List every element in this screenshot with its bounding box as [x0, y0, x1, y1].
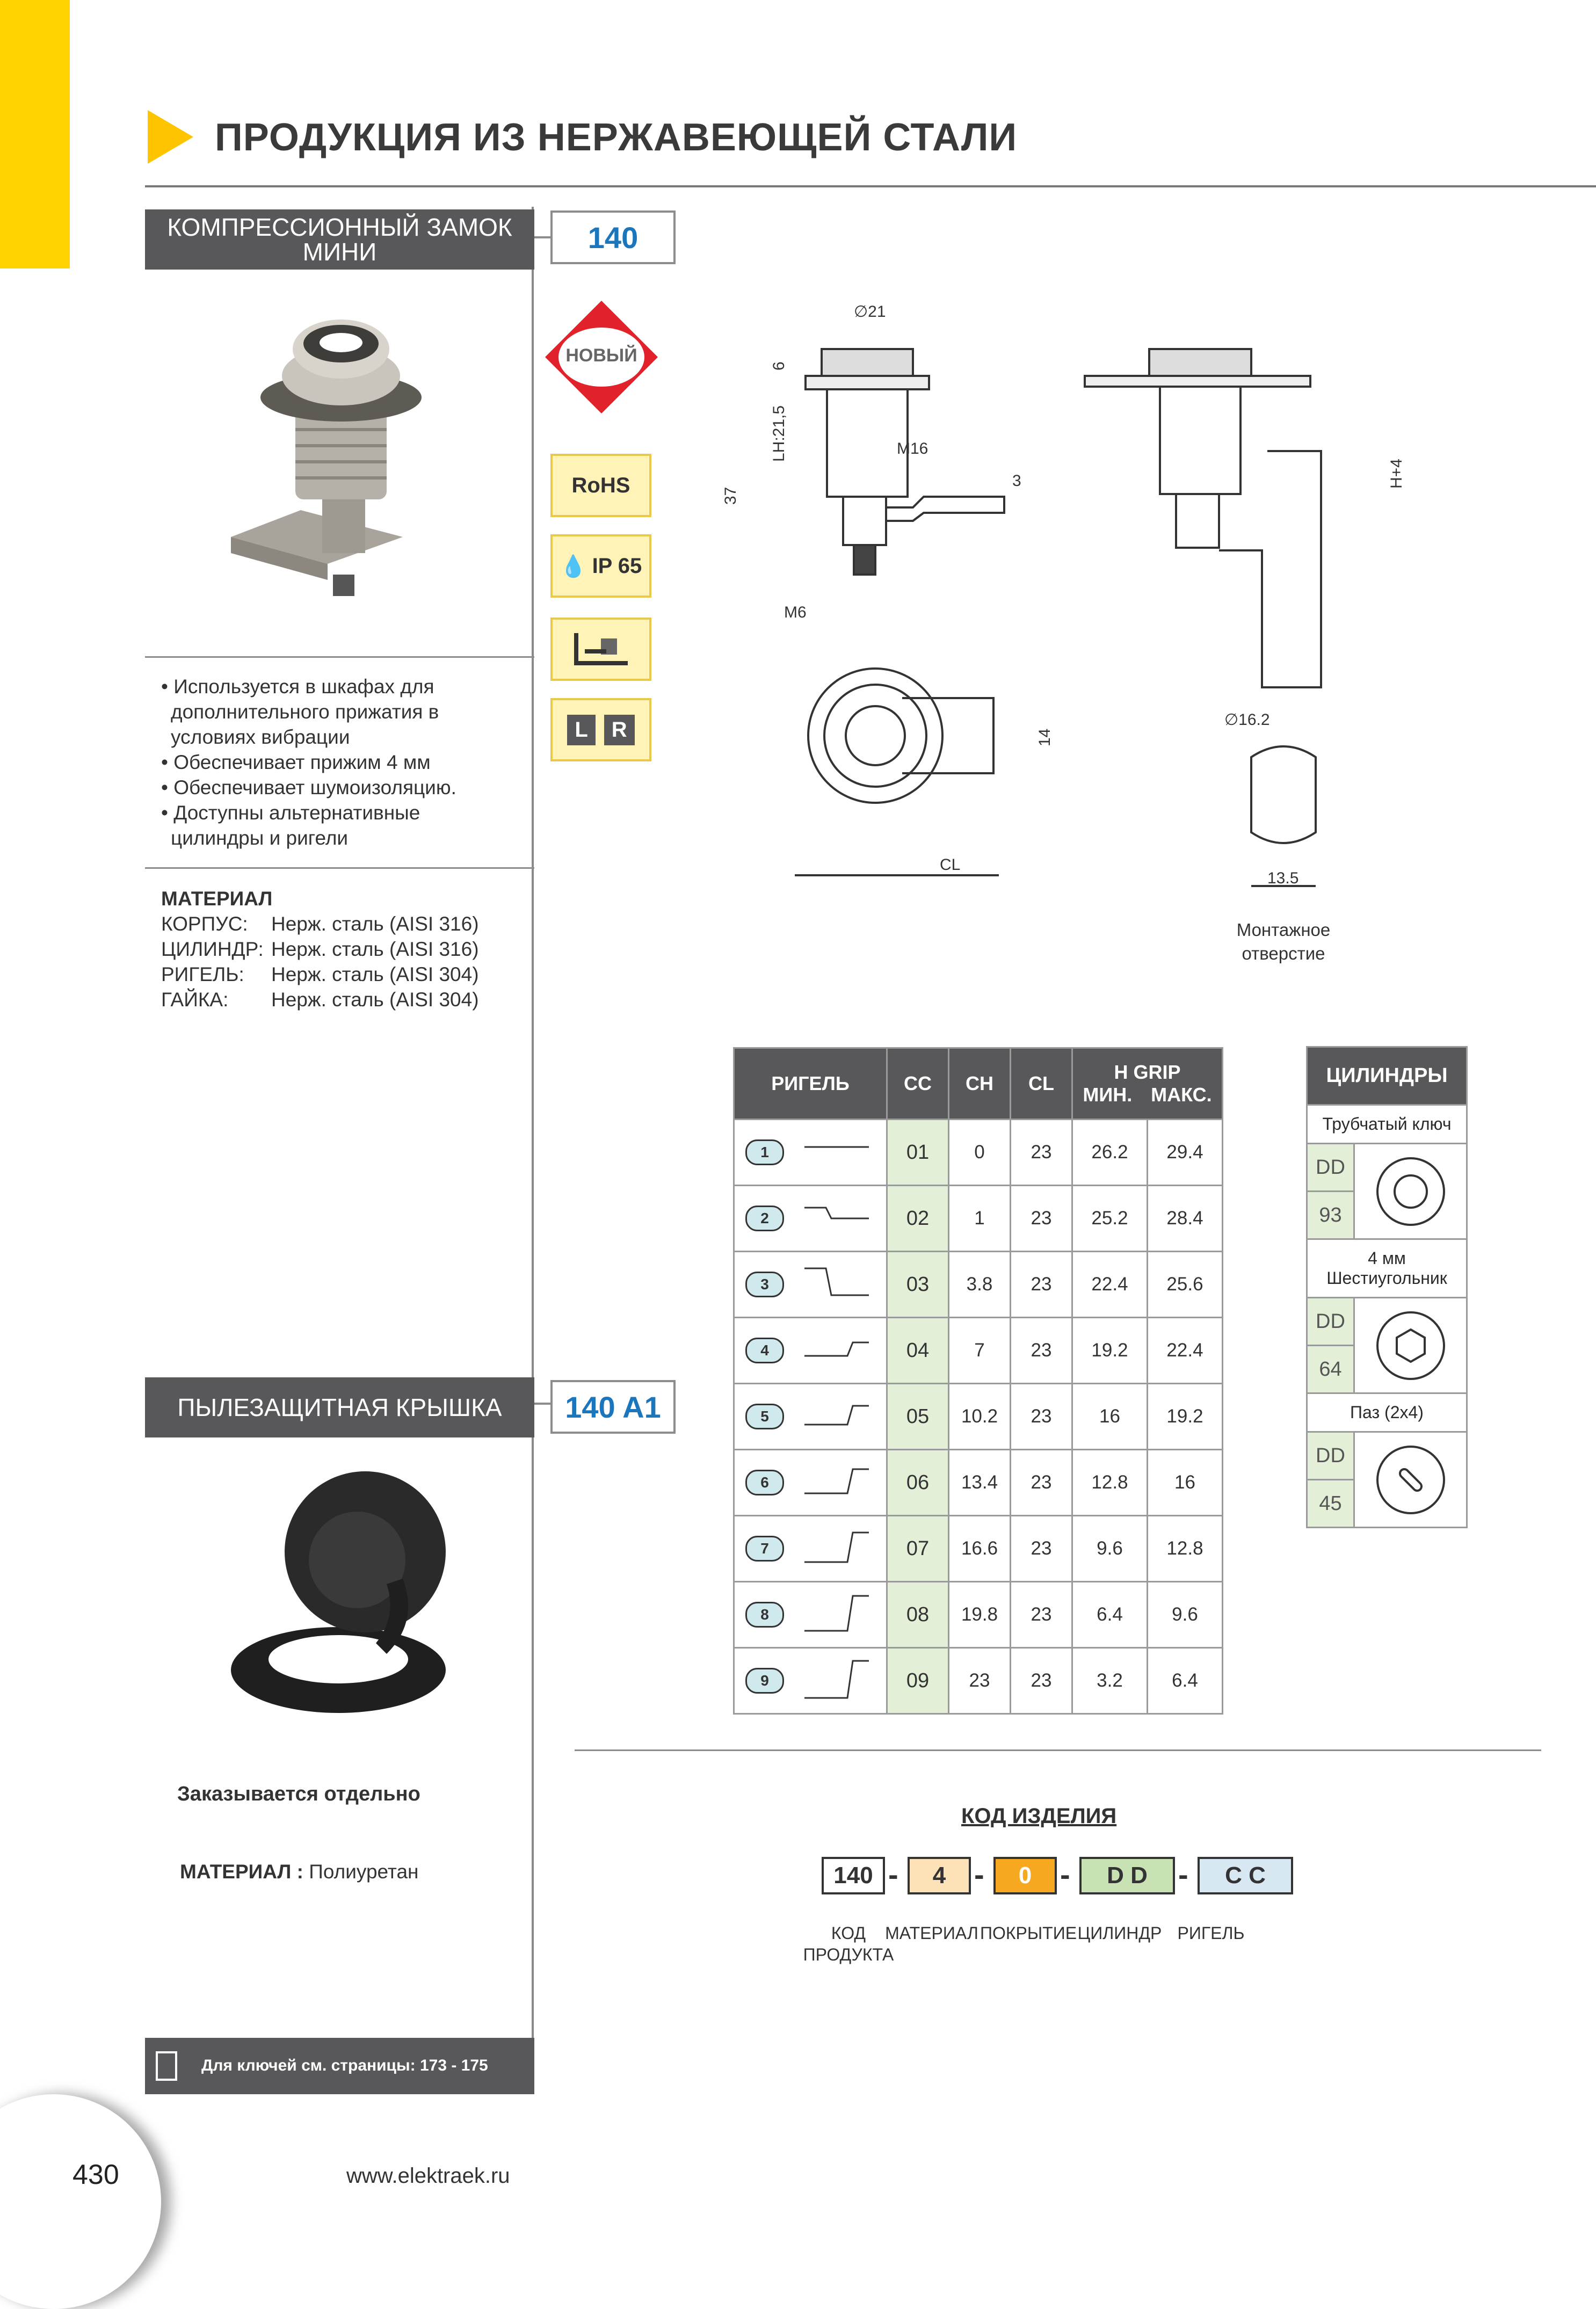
material-title: МАТЕРИАЛ [161, 888, 273, 910]
document-icon [156, 2051, 177, 2081]
mount-hole-label: Монтажное отверстие [1236, 920, 1331, 963]
feature-line: дополнительного прижатия в [171, 701, 439, 723]
feature-line: условиях вибрации [171, 726, 350, 748]
cylinder-code: 93 [1319, 1203, 1342, 1226]
rohs-label: RoHS [571, 473, 630, 497]
code-segment: C C [1198, 1857, 1293, 1894]
rig-min: 25.2 [1072, 1186, 1148, 1252]
technical-drawing-side [720, 301, 1020, 634]
cylinder-face-icon [1373, 1154, 1448, 1229]
rig-number: 6 [745, 1470, 784, 1495]
rig-shape-icon [794, 1527, 880, 1570]
material-row: РИГЕЛЬ: Нерж. сталь (AISI 304) [161, 963, 479, 985]
rig-max: 9.6 [1147, 1582, 1222, 1648]
rig-ch: 1 [949, 1186, 1011, 1252]
rig-max: 29.4 [1147, 1120, 1222, 1186]
rig-cl: 23 [1011, 1120, 1072, 1186]
dim-14: 14 [1036, 728, 1054, 746]
code-segment: 0 [993, 1857, 1057, 1894]
new-badge-label: НОВЫЙ [565, 345, 637, 366]
rig-row [734, 1450, 1223, 1516]
feature-line: • Доступны альтернативные [161, 802, 420, 824]
mounting-hole-drawing [1214, 703, 1353, 907]
code-dash: - [1060, 1857, 1070, 1891]
title-arrow-icon [148, 110, 193, 164]
rig-cell [734, 1186, 887, 1252]
rig-min: 22.4 [1072, 1252, 1148, 1318]
rig-ch: 16.6 [949, 1516, 1011, 1582]
rig-number: 9 [745, 1668, 784, 1694]
th-ch: CH [949, 1048, 1011, 1120]
rig-ch: 13.4 [949, 1450, 1011, 1516]
rig-max: 22.4 [1147, 1318, 1222, 1384]
ip65-badge [550, 534, 651, 598]
rig-cl: 23 [1011, 1450, 1072, 1516]
rig-min: 26.2 [1072, 1120, 1148, 1186]
product-code: 140 [587, 220, 639, 255]
rig-number: 1 [745, 1139, 784, 1165]
rig-cc: 08 [887, 1582, 949, 1648]
lr-badge [550, 698, 651, 761]
technical-drawing-grip [1085, 338, 1418, 703]
accessory-code: 140 A1 [565, 1390, 661, 1424]
rig-cell [734, 1252, 887, 1318]
rig-max: 19.2 [1147, 1384, 1222, 1450]
rig-max: 16 [1147, 1450, 1222, 1516]
rig-cell [734, 1516, 887, 1582]
rig-shape-icon [794, 1197, 880, 1240]
rig-cl: 23 [1011, 1648, 1072, 1714]
rig-row [734, 1120, 1223, 1186]
feature-line: • Обеспечивает шумоизоляцию. [161, 776, 456, 798]
dim-h4: H+4 [1388, 459, 1405, 489]
technical-drawing-front [795, 666, 1096, 902]
cylinder-dd: DD [1308, 1144, 1353, 1192]
rig-cc: 06 [887, 1450, 949, 1516]
cylinder-code: 64 [1319, 1357, 1342, 1381]
cylinder-dd: DD [1308, 1433, 1353, 1480]
rig-cell [734, 1648, 887, 1714]
rig-cc: 09 [887, 1648, 949, 1714]
th-hgrip: H GRIP МИН. МАКС. [1072, 1048, 1223, 1120]
cylinder-face-icon [1373, 1442, 1448, 1517]
rig-row [734, 1648, 1223, 1714]
compression-icon-badge [550, 618, 651, 681]
th-rig: РИГЕЛЬ [734, 1048, 887, 1120]
code-segment: 4 [908, 1857, 971, 1894]
rig-cc: 01 [887, 1120, 949, 1186]
dim-cl: CL [940, 856, 961, 874]
rig-cell [734, 1450, 887, 1516]
feature-line: • Используется в шкафах для [161, 676, 434, 698]
header-connector [534, 236, 550, 238]
rig-cl: 23 [1011, 1252, 1072, 1318]
ordered-separately: Заказывается отдельно [177, 1783, 420, 1805]
product-code-segments [822, 1857, 1266, 1894]
cylinders-title: ЦИЛИНДРЫ [1308, 1048, 1466, 1104]
code-label: ПОКРЫТИЕ [980, 1923, 1077, 1943]
rig-max: 12.8 [1147, 1516, 1222, 1582]
dim-3: 3 [1012, 472, 1021, 490]
rig-table [733, 1047, 1223, 1715]
features-bottom-rule [145, 867, 534, 869]
cylinder-item [1308, 1104, 1466, 1238]
ip65-label: IP 65 [592, 554, 642, 578]
product-name-header [145, 209, 534, 270]
rig-min: 19.2 [1072, 1318, 1148, 1384]
column-divider [532, 207, 534, 2094]
dim-lh: LH:21,5 [770, 405, 788, 462]
product-code-labels [800, 1922, 1283, 1987]
code-section-rule [575, 1749, 1541, 1751]
rig-max: 28.4 [1147, 1186, 1222, 1252]
rig-min: 3.2 [1072, 1648, 1148, 1714]
code-dash: - [888, 1857, 898, 1891]
code-label: МАТЕРИАЛ [885, 1923, 978, 1943]
material-block [161, 886, 526, 1012]
rig-row [734, 1318, 1223, 1384]
yellow-accent-bar [0, 0, 70, 268]
product-name: КОМПРЕССИОННЫЙ ЗАМОК МИНИ [167, 213, 512, 266]
lock-product-image [215, 311, 456, 601]
rig-ch: 7 [949, 1318, 1011, 1384]
rig-number: 7 [745, 1536, 784, 1562]
dim-6: 6 [770, 361, 788, 371]
rig-ch: 23 [949, 1648, 1011, 1714]
material-row: ЦИЛИНДР: Нерж. сталь (AISI 316) [161, 938, 479, 960]
drop-icon: 💧 [560, 554, 587, 578]
rig-shape-icon [794, 1461, 880, 1504]
rig-cell [734, 1120, 887, 1186]
rig-shape-icon [794, 1131, 880, 1174]
features-top-rule [145, 656, 534, 658]
cylinder-face-icon [1373, 1308, 1448, 1383]
rig-cc: 05 [887, 1384, 949, 1450]
lr-left: L [567, 715, 595, 745]
code-label: РИГЕЛЬ [1177, 1923, 1245, 1943]
feature-line: цилиндры и ригели [171, 827, 349, 849]
code-label: ЦИЛИНДР [1077, 1923, 1162, 1943]
keys-note: Для ключей см. страницы: 173 - 175 [201, 2057, 488, 2074]
rig-number: 4 [745, 1338, 784, 1363]
page-number: 430 [72, 2159, 119, 2190]
th-cl: CL [1011, 1048, 1072, 1120]
rig-min: 12.8 [1072, 1450, 1148, 1516]
page-title: ПРОДУКЦИЯ ИЗ НЕРЖАВЕЮЩЕЙ СТАЛИ [215, 116, 1018, 159]
accessory-name: ПЫЛЕЗАЩИТНАЯ КРЫШКА [177, 1393, 502, 1421]
rig-row [734, 1516, 1223, 1582]
rig-cell [734, 1318, 887, 1384]
rig-min: 16 [1072, 1384, 1148, 1450]
code-segment: 140 [822, 1857, 885, 1894]
rig-max: 25.6 [1147, 1252, 1222, 1318]
rig-cl: 23 [1011, 1582, 1072, 1648]
cylinder-label: Паз (2х4) [1308, 1394, 1466, 1433]
rig-number: 5 [745, 1404, 784, 1429]
page-corner [0, 2094, 161, 2309]
dim-d162: ∅16.2 [1224, 711, 1270, 729]
th-cc: CC [887, 1048, 949, 1120]
material-row: КОРПУС: Нерж. сталь (AISI 316) [161, 913, 479, 935]
dim-135: 13.5 [1267, 869, 1299, 887]
dust-cap-image [226, 1461, 451, 1740]
rig-shape-icon [794, 1593, 880, 1636]
material-row: ГАЙКА: Нерж. сталь (AISI 304) [161, 989, 479, 1011]
accessory-name-header [145, 1377, 534, 1437]
rig-shape-icon [794, 1659, 880, 1702]
dim-37: 37 [722, 487, 739, 505]
rig-cl: 23 [1011, 1516, 1072, 1582]
code-dash: - [974, 1857, 984, 1891]
rig-shape-icon [794, 1395, 880, 1438]
website: www.elektraek.ru [346, 2164, 510, 2188]
rig-cell [734, 1582, 887, 1648]
dim-m6: M6 [784, 604, 807, 621]
rig-cl: 23 [1011, 1318, 1072, 1384]
code-label: КОД ПРОДУКТА [803, 1923, 894, 1964]
cylinders-table [1306, 1046, 1468, 1528]
rig-shape-icon [794, 1263, 880, 1306]
rig-row [734, 1186, 1223, 1252]
cylinder-item [1308, 1392, 1466, 1527]
rig-row [734, 1582, 1223, 1648]
code-dash: - [1178, 1857, 1188, 1891]
cylinder-dd: DD [1308, 1298, 1353, 1346]
dim-d21: ∅21 [854, 303, 886, 321]
rig-min: 6.4 [1072, 1582, 1148, 1648]
cylinder-code: 45 [1319, 1492, 1342, 1515]
rig-cl: 23 [1011, 1384, 1072, 1450]
rig-max: 6.4 [1147, 1648, 1222, 1714]
rig-row [734, 1252, 1223, 1318]
rig-cl: 23 [1011, 1186, 1072, 1252]
rig-ch: 0 [949, 1120, 1011, 1186]
compression-icon [569, 628, 633, 671]
feature-list [161, 674, 526, 851]
rig-row [734, 1384, 1223, 1450]
rig-cc: 02 [887, 1186, 949, 1252]
keys-note-box [145, 2038, 534, 2094]
rig-ch: 10.2 [949, 1384, 1011, 1450]
rig-number: 2 [745, 1206, 784, 1231]
rig-cc: 07 [887, 1516, 949, 1582]
rig-shape-icon [794, 1329, 880, 1372]
title-divider [145, 185, 1596, 187]
rig-cell [734, 1384, 887, 1450]
accessory-material: МАТЕРИАЛ : Полиуретан [180, 1861, 419, 1883]
feature-line: • Обеспечивает прижим 4 мм [161, 751, 431, 773]
product-code-title: КОД ИЗДЕЛИЯ [961, 1804, 1117, 1828]
rig-number: 8 [745, 1602, 784, 1628]
rohs-badge [550, 454, 651, 517]
rig-cc: 04 [887, 1318, 949, 1384]
rig-number: 3 [745, 1272, 784, 1297]
rig-cc: 03 [887, 1252, 949, 1318]
cylinder-item [1308, 1238, 1466, 1392]
rig-ch: 19.8 [949, 1582, 1011, 1648]
dim-m16: M16 [897, 440, 928, 458]
product-code-box [550, 210, 676, 264]
cylinder-label: Трубчатый ключ [1308, 1106, 1466, 1144]
code-segment: D D [1079, 1857, 1175, 1894]
accessory-code-box [550, 1380, 676, 1434]
cylinder-label: 4 мм Шестиугольник [1308, 1240, 1466, 1298]
accessory-connector [534, 1403, 550, 1405]
lr-right: R [604, 715, 635, 745]
rig-min: 9.6 [1072, 1516, 1148, 1582]
rig-ch: 3.8 [949, 1252, 1011, 1318]
